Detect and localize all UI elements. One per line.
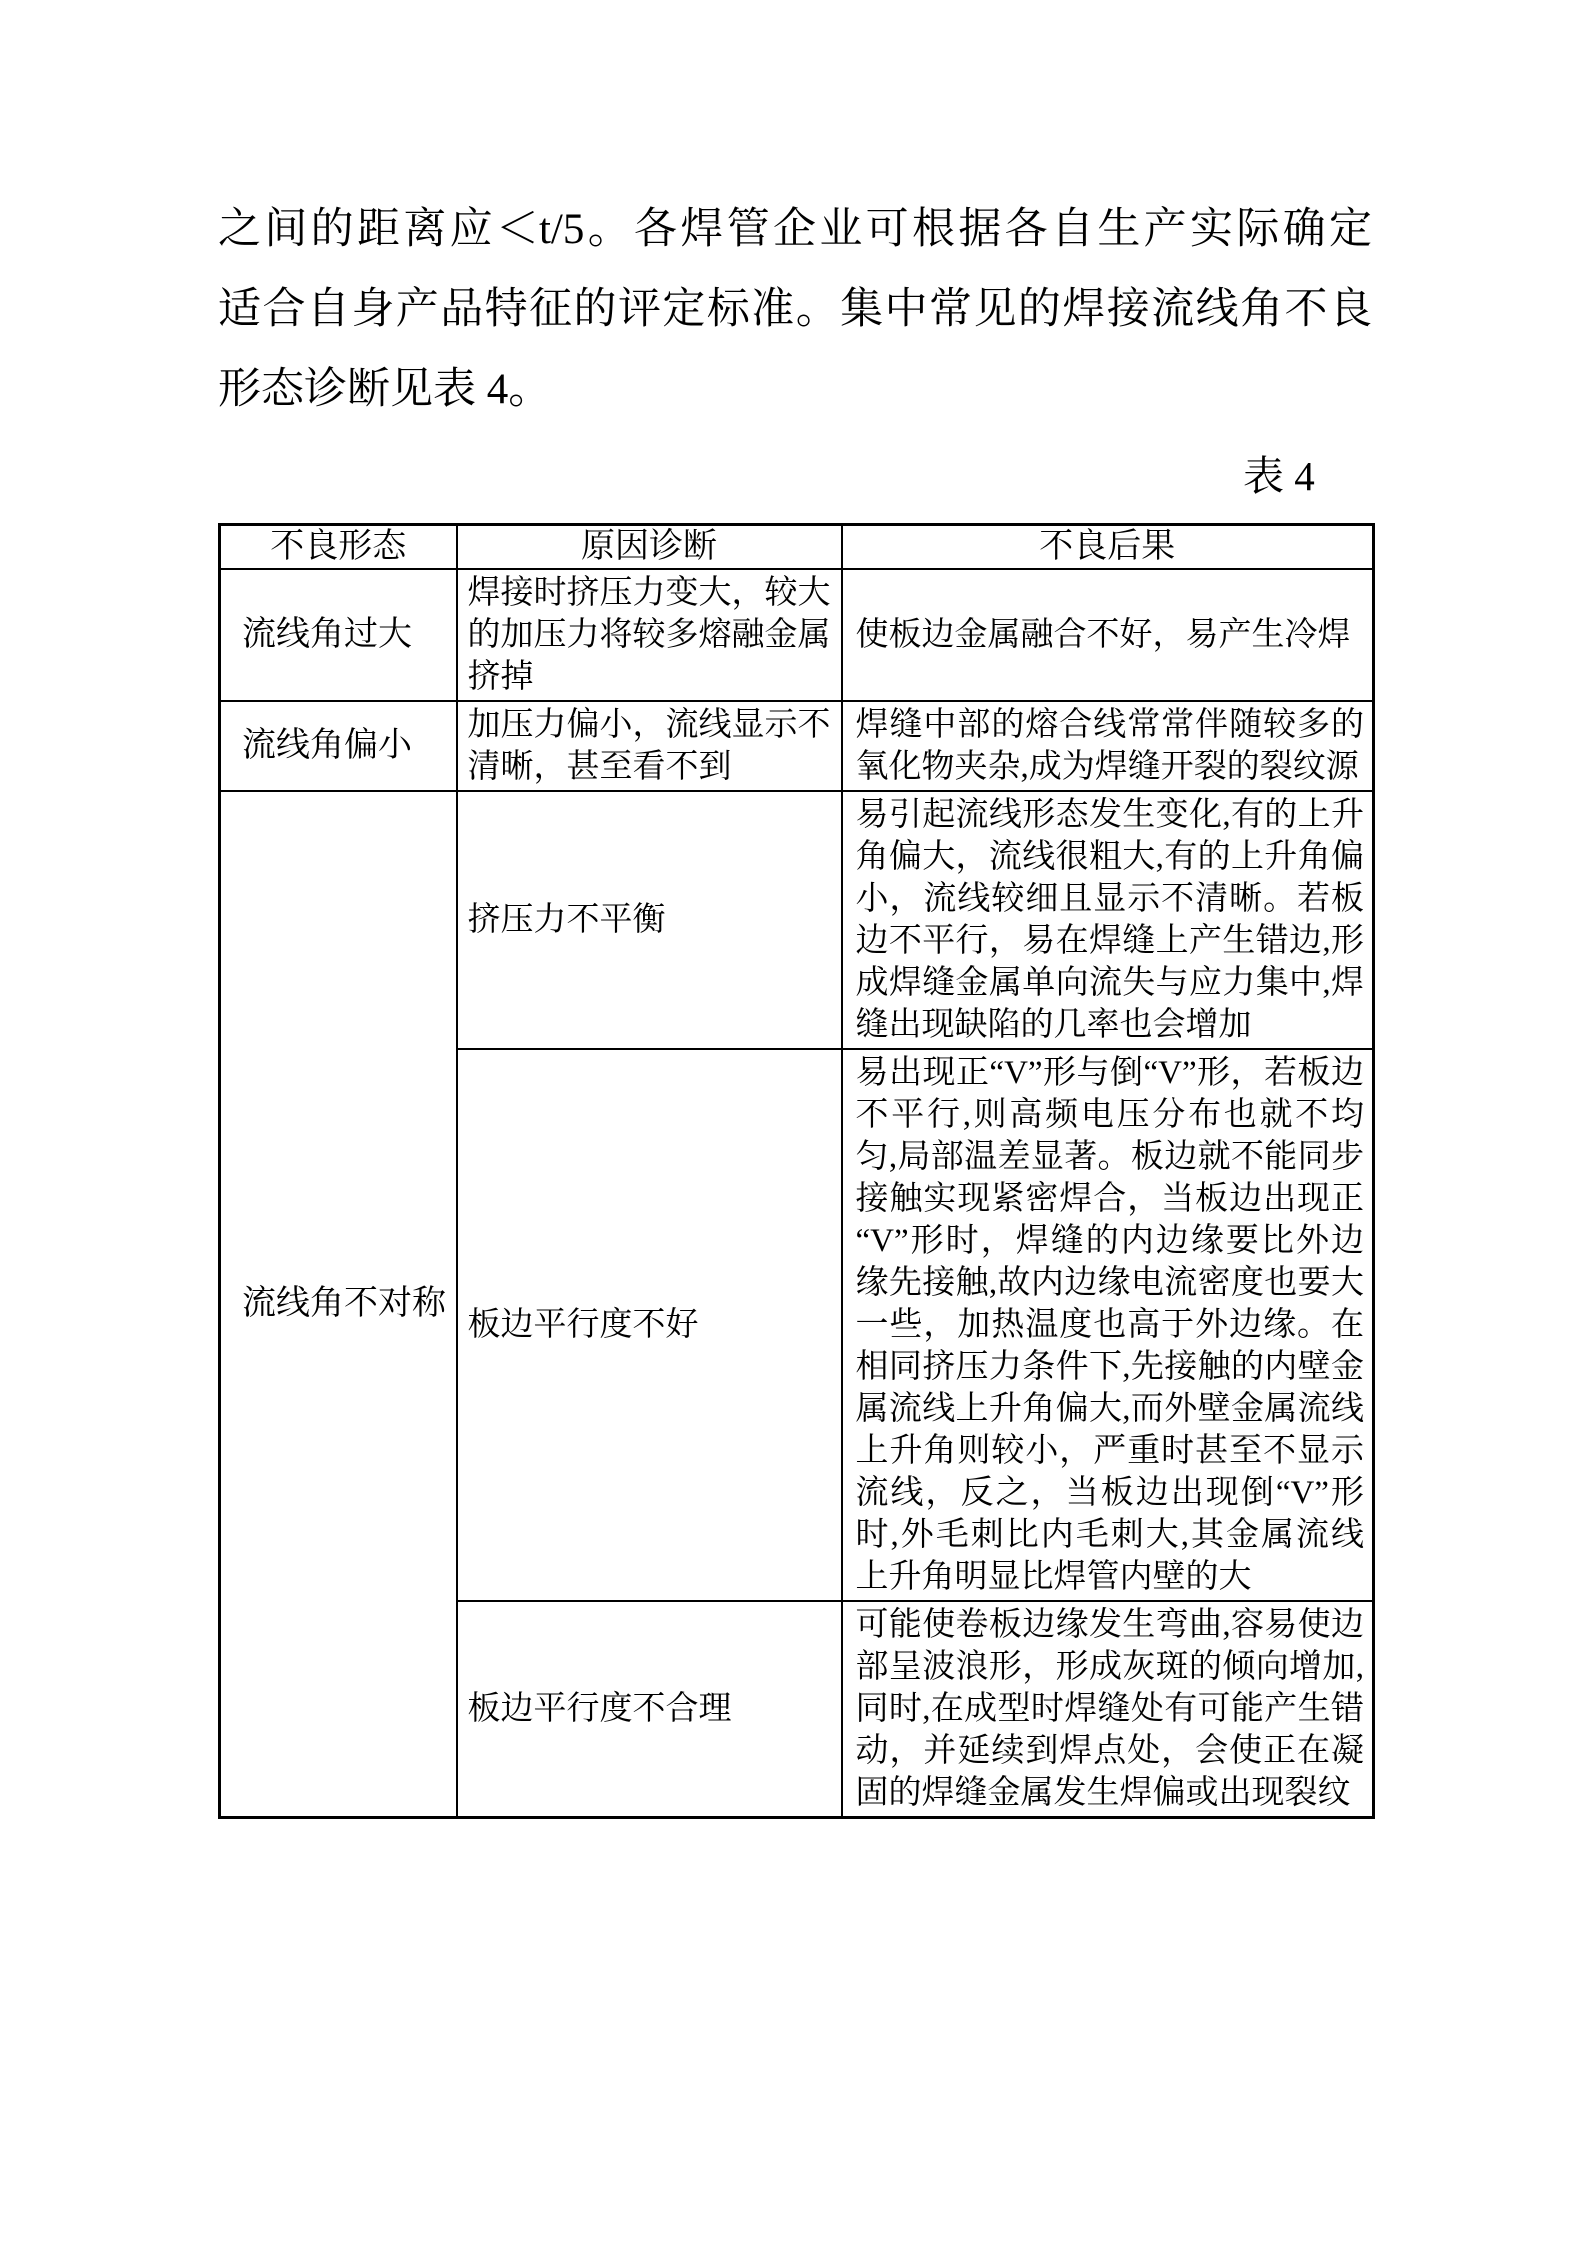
consequence-cell: 焊缝中部的熔合线常常伴随较多的氧化物夹杂,成为焊缝开裂的裂纹源 (842, 701, 1374, 791)
table-row-angle-too-large (220, 569, 1374, 701)
cause-cell: 板边平行度不好 (457, 1049, 842, 1601)
table-row-asymmetric-subrow-1 (220, 791, 1374, 1049)
consequence-cell: 易引起流线形态发生变化,有的上升角偏大，流线很粗大,有的上升角偏小，流线较细且显示不清晰。若板边不平行，易在焊缝上产生错边,形成焊缝金属单向流失与应力集中,焊缝出现缺陷的几率也会增加 (842, 791, 1374, 1049)
form-cell-merged: 流线角不对称 (220, 791, 457, 1818)
consequence-cell: 使板边金属融合不好，易产生冷焊 (842, 569, 1374, 701)
table-header-row (220, 525, 1374, 569)
consequence-cell: 可能使卷板边缘发生弯曲,容易使边部呈波浪形，形成灰斑的倾向增加,同时,在成型时焊缝处有可能产生错动，并延续到焊点处，会使正在凝固的焊缝金属发生焊偏或出现裂纹 (842, 1601, 1374, 1818)
header-cell-bad-consequence: 不良后果 (842, 525, 1374, 569)
table-caption: 表 4 (1243, 453, 1315, 499)
cause-cell: 焊接时挤压力变大，较大的加压力将较多熔融金属挤掉 (457, 569, 842, 701)
form-cell: 流线角偏小 (220, 701, 457, 791)
cause-cell: 挤压力不平衡 (457, 791, 842, 1049)
header-cell-defect-form: 不良形态 (220, 525, 457, 569)
paragraph-line-3: 形态诊断见表 4。 (218, 366, 552, 413)
consequence-cell: 易出现正“V”形与倒“V”形，若板边不平行,则高频电压分布也就不均匀,局部温差显著。板边就不能同步接触实现紧密焊合，当板边出现正“V”形时，焊缝的内边缘要比外边缘先接触,故内边缘电流密度也要大一些，加热温度也高于外边缘。在相同挤压力条件下,先接触的内壁金属流线上升角偏大,而外壁金属流线上升角则较小，严重时甚至不显示流线，反之，当板边出现倒“V”形时,外毛刺比内毛刺大,其金属流线上升角明显比焊管内壁的大 (842, 1049, 1374, 1601)
body-paragraph (218, 190, 1372, 430)
cause-cell: 加压力偏小，流线显示不清晰，甚至看不到 (457, 701, 842, 791)
table-row-angle-too-small (220, 701, 1374, 791)
cause-cell: 板边平行度不合理 (457, 1601, 842, 1818)
form-cell: 流线角过大 (220, 569, 457, 701)
header-cell-cause-diagnosis: 原因诊断 (457, 525, 842, 569)
paragraph-line-2: 适合自身产品特征的评定标准。集中常见的焊接流线角不良 (218, 286, 1372, 333)
paragraph-line-1: 之间的距离应＜t/5。各焊管企业可根据各自生产实际确定 (218, 206, 1372, 253)
defect-diagnosis-table (218, 523, 1375, 1819)
